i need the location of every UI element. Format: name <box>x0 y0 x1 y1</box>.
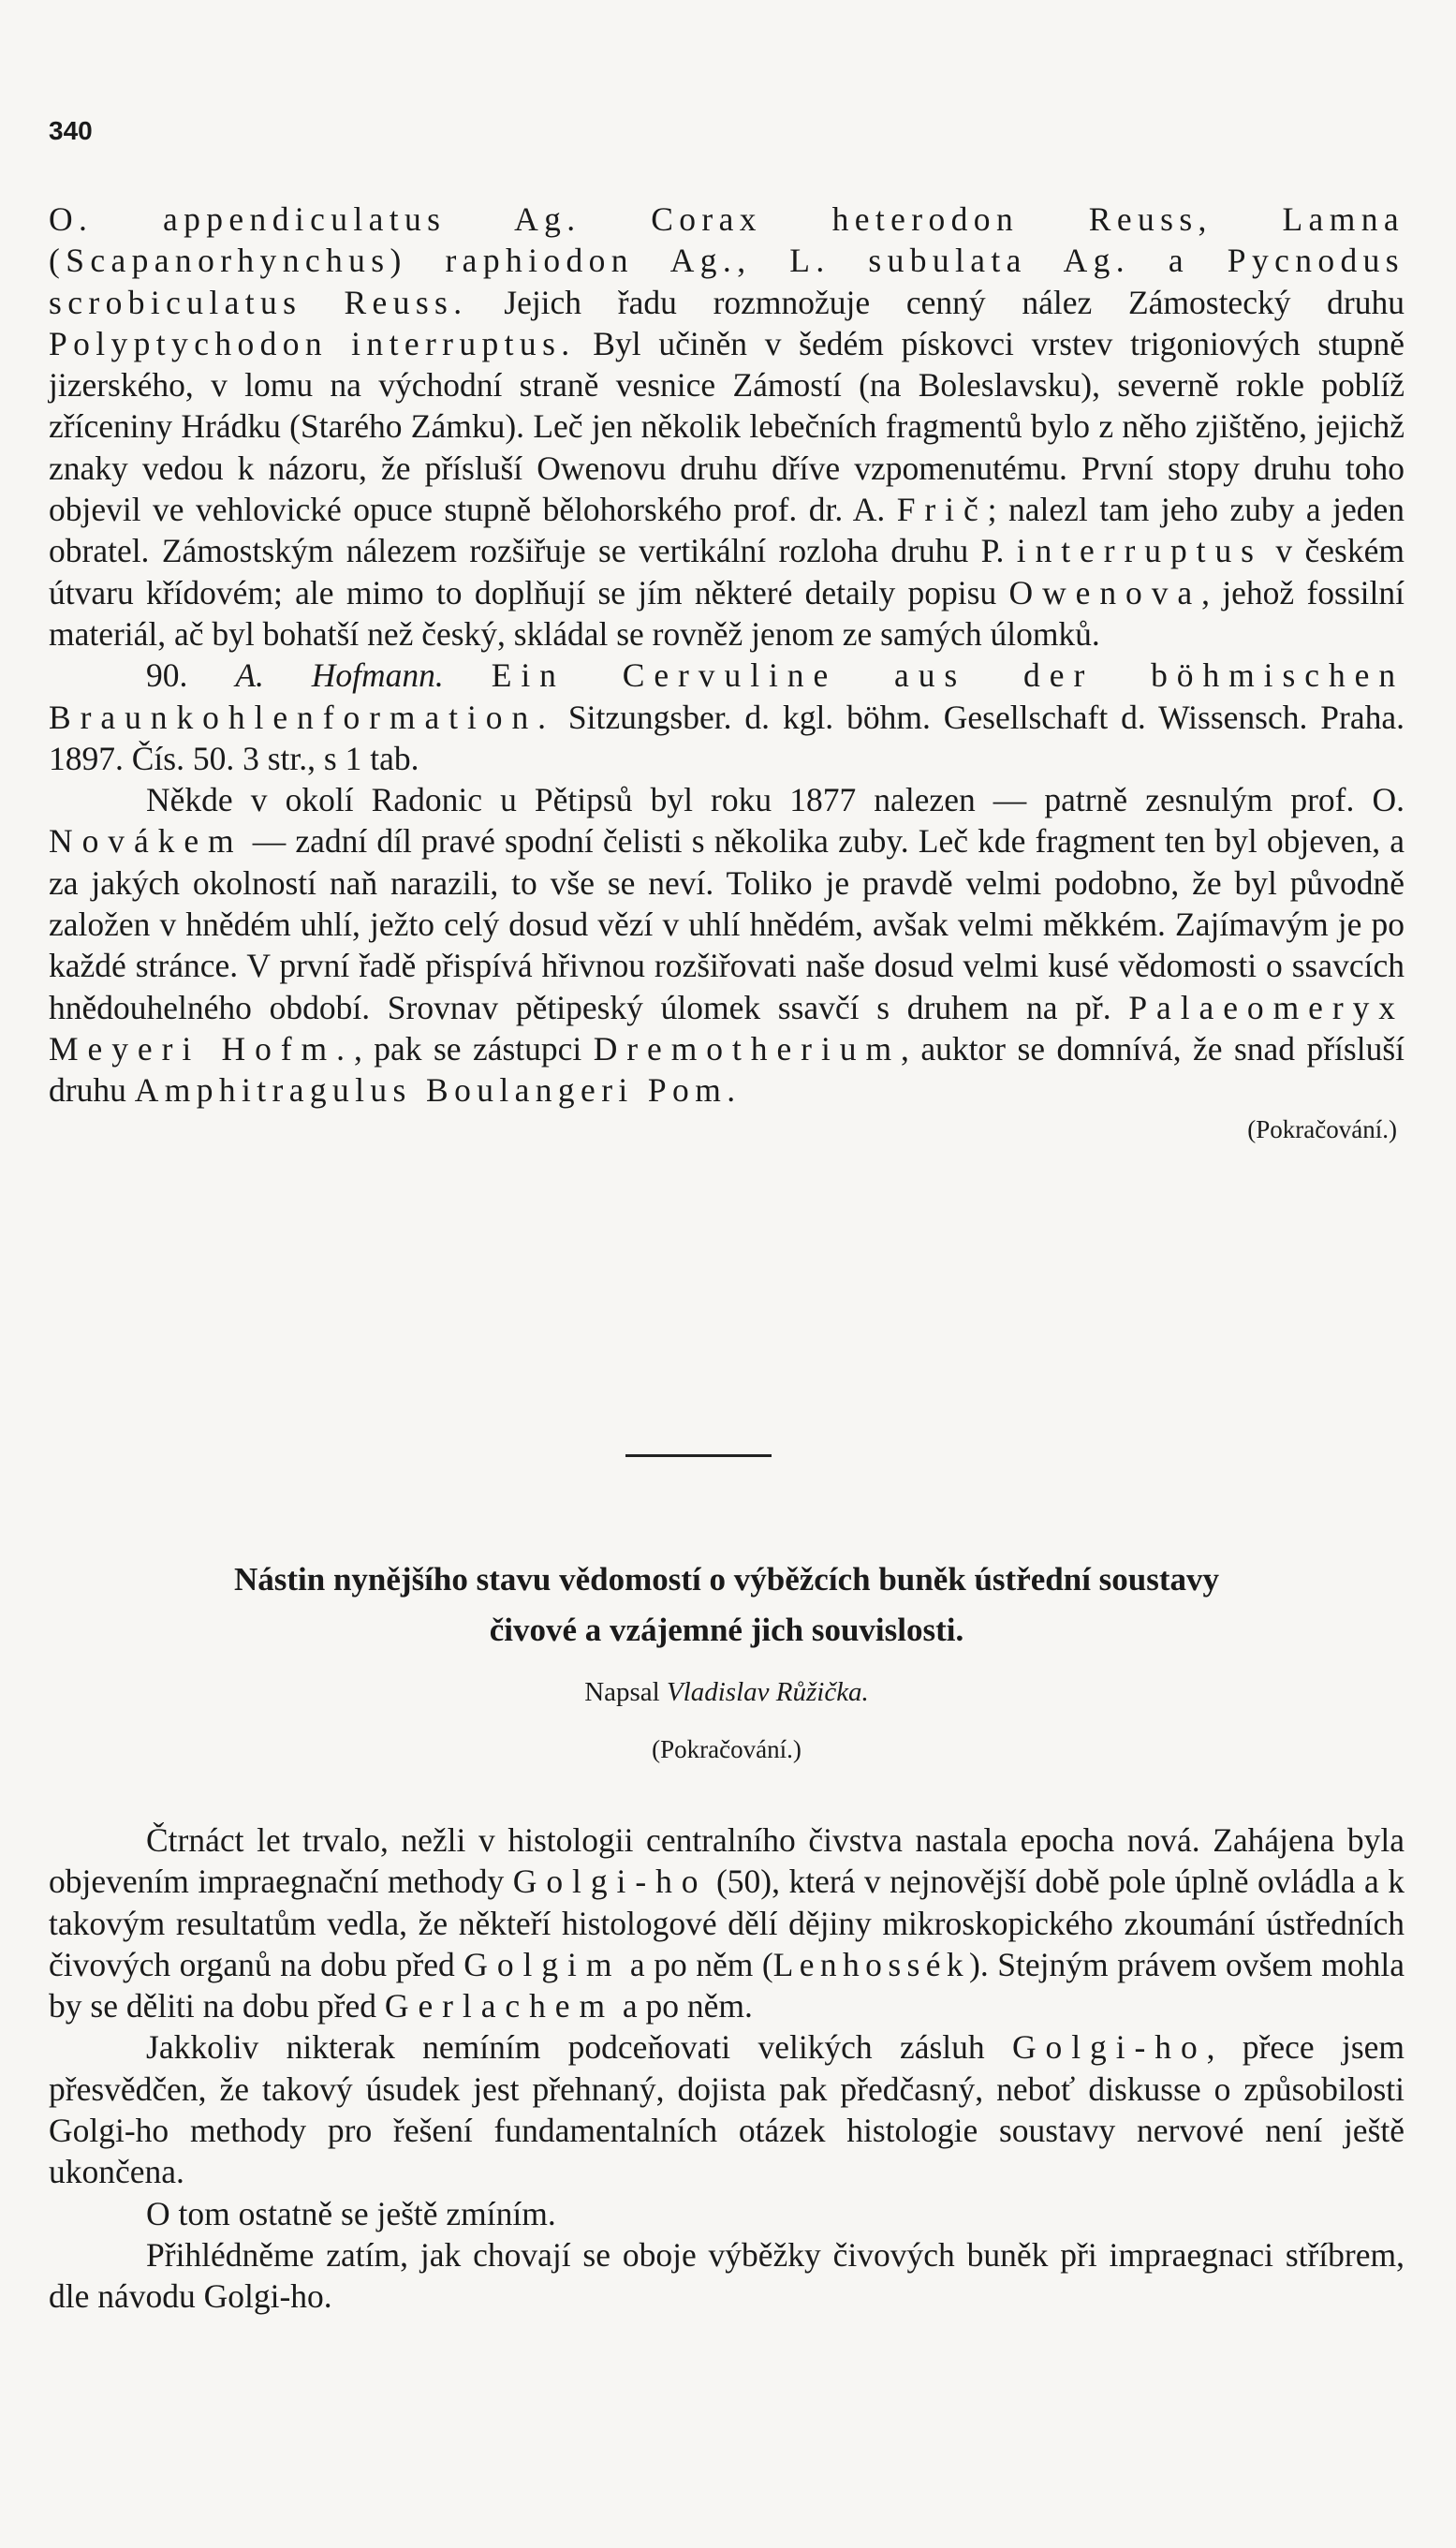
section-divider <box>625 1454 772 1457</box>
paragraph-impregnation: Přihlédněme zatím, jak chovají se oboje výběžky čivových buněk při impraegnaci stříbrem, dle návodu Golgi-ho. <box>49 2235 1405 2316</box>
author-name: Owenova <box>1008 573 1202 611</box>
species-name: Dremotherium <box>593 1029 901 1068</box>
page-number: 340 <box>49 116 93 145</box>
species-name: Amphitragulus Boulangeri Pom. <box>134 1071 742 1110</box>
article-title: Nástin nynějšího stavu vědomostí o výběžcích buněk ústřední soustavy čivové a vzájemné jich souvislosti. <box>233 1561 1220 1648</box>
article-header <box>49 1554 1405 1766</box>
author-name: Golgi-ho <box>512 1863 708 1901</box>
continued-note: (Pokračování.) <box>1247 1114 1397 1143</box>
citation-author: A. Hofmann. <box>235 656 444 695</box>
section-text <box>49 199 1405 1147</box>
author-name: Frič <box>896 491 988 529</box>
author-name: Golgi-ho <box>1011 2028 1207 2067</box>
paragraph-note: O tom ostatně se ještě zmíním. <box>146 2194 556 2232</box>
species-name: Palaeomeryx Meyeri Hofm. <box>49 988 1405 1068</box>
author-name: Gerlachem <box>384 1987 615 2025</box>
citation-title: Ein Cervuline aus der böhmischen Braunkohlenformation. <box>49 656 1405 736</box>
species-name: interruptus <box>1016 532 1263 570</box>
article-author: Vladislav Růžička. <box>666 1677 869 1707</box>
paragraph-fossil-fishes: O. appendiculatus Ag. Corax heterodon Reuss, Lamna (Scapanorhynchus) raphiodon Ag., L. subulata Ag. a Pycnodus scrobiculatus Reuss. Jejich řadu rozmnožuje cenný nález Zámostecký druhu Polyptychodon interruptus. Byl učiněn v šedém pískovci vrstev trigoniových stupně jizerského, v lomu na východní straně vesnice Zámostí (na Boleslavsku), severně rokle poblíž zříceniny Hrádku (Starého Zámku). Leč jen několik lebečních fragmentů bylo z něho zjištěno, jejichž znaky vedou k názoru, že přísluší Owenovu druhu dříve vzpomenutému. První stopy druhu toho objevil ve vehlovické opuce stupně bělohorského prof. dr. A. Frič; nalezl tam jeho zuby a jeden obratel. Zámostským nálezem rozšiřuje se vertikální rozloha druhu P. interruptus v českém útvaru křídovém; ale mimo to doplňují se jím některé detaily popisu Owenova, jehož fossilní materiál, ač byl bohatší než český, skládal se rovněž jenom ze samých úlomků. <box>49 200 1405 653</box>
species-list: O. appendiculatus Ag. Corax heterodon Reuss, Lamna (Scapanorhynchus) raphiodon Ag., L. subulata Ag. a Pycnodus scrobiculatus Reuss. <box>49 200 1405 321</box>
byline: Napsal Vladislav Růžička. <box>584 1677 869 1707</box>
article-text <box>49 1819 1405 2318</box>
author-name: Golgim <box>463 1945 622 1983</box>
author-name: Lenhossék <box>772 1945 970 1983</box>
paragraph-radonice-find: Někde v okolí Radonic u Pětipsů byl roku 1877 nalezen — patrně zesnulým prof. O. Novákem — zadní díl pravé spodní čelisti s několika zuby. Leč kde fragment ten byl objeven, a za jakých okolností naň narazili, to vše se neví. Toliko je pravdě velmi podobno, že byl původně založen v hnědém uhlí, ježto celý dosud vězí v uhlí hnědém, avšak velmi měkkém. Zajímavým je po každé stránce. V první řadě přispívá hřivnou rozšiřovati naše dosud velmi kusé vědomosti o ssavcích hnědouhelného období. Srovnav pětipeský úlomek ssavčí s druhem na př. Palaeomeryx Meyeri Hofm., pak se zástupci Dremotherium, auktor se domnívá, že snad přísluší druhu Amphitragulus Boulangeri Pom. <box>49 781 1405 1110</box>
author-name: Novákem <box>49 822 243 861</box>
species-name: Polyptychodon interruptus. <box>49 324 576 362</box>
paragraph-citation-90: 90. A. Hofmann. Ein Cervuline aus der böhmischen Braunkohlenformation. Sitzungsber. d. kgl. böhm. Gesellschaft d. Wissensch. Praha. 1897. Čís. 50. 3 str., s 1 tab. <box>49 656 1405 777</box>
continued-note: (Pokračování.) <box>652 1735 802 1763</box>
paragraph-golgi-merits: Jakkoliv nikterak nemíním podceňovati velikých zásluh Golgi-ho, přece jsem přesvědčen, že takový úsudek jest přehnaný, dojista pak předčasný, neboť diskusse o způsobilosti Golgi-ho methody pro řešení fundamentalních otázek histologie soustavy nervové není ještě ukončena. <box>49 2028 1405 2191</box>
paragraph-golgi-epoch: Čtrnáct let trvalo, nežli v histologii centralního čivstva nastala epocha nová. Zahájena byla objevením impraegnační methody Golgi-ho (50), která v nejnovější době pole úplně ovládla a k takovým resultatům vedla, že někteří histologové dělí dějiny mikroskopického zkoumání ústředních čivových organů na dobu před Golgim a po něm (Lenhossék). Stejným právem ovšem mohla by se děliti na dobu před Gerlachem a po něm. <box>49 1821 1405 2025</box>
